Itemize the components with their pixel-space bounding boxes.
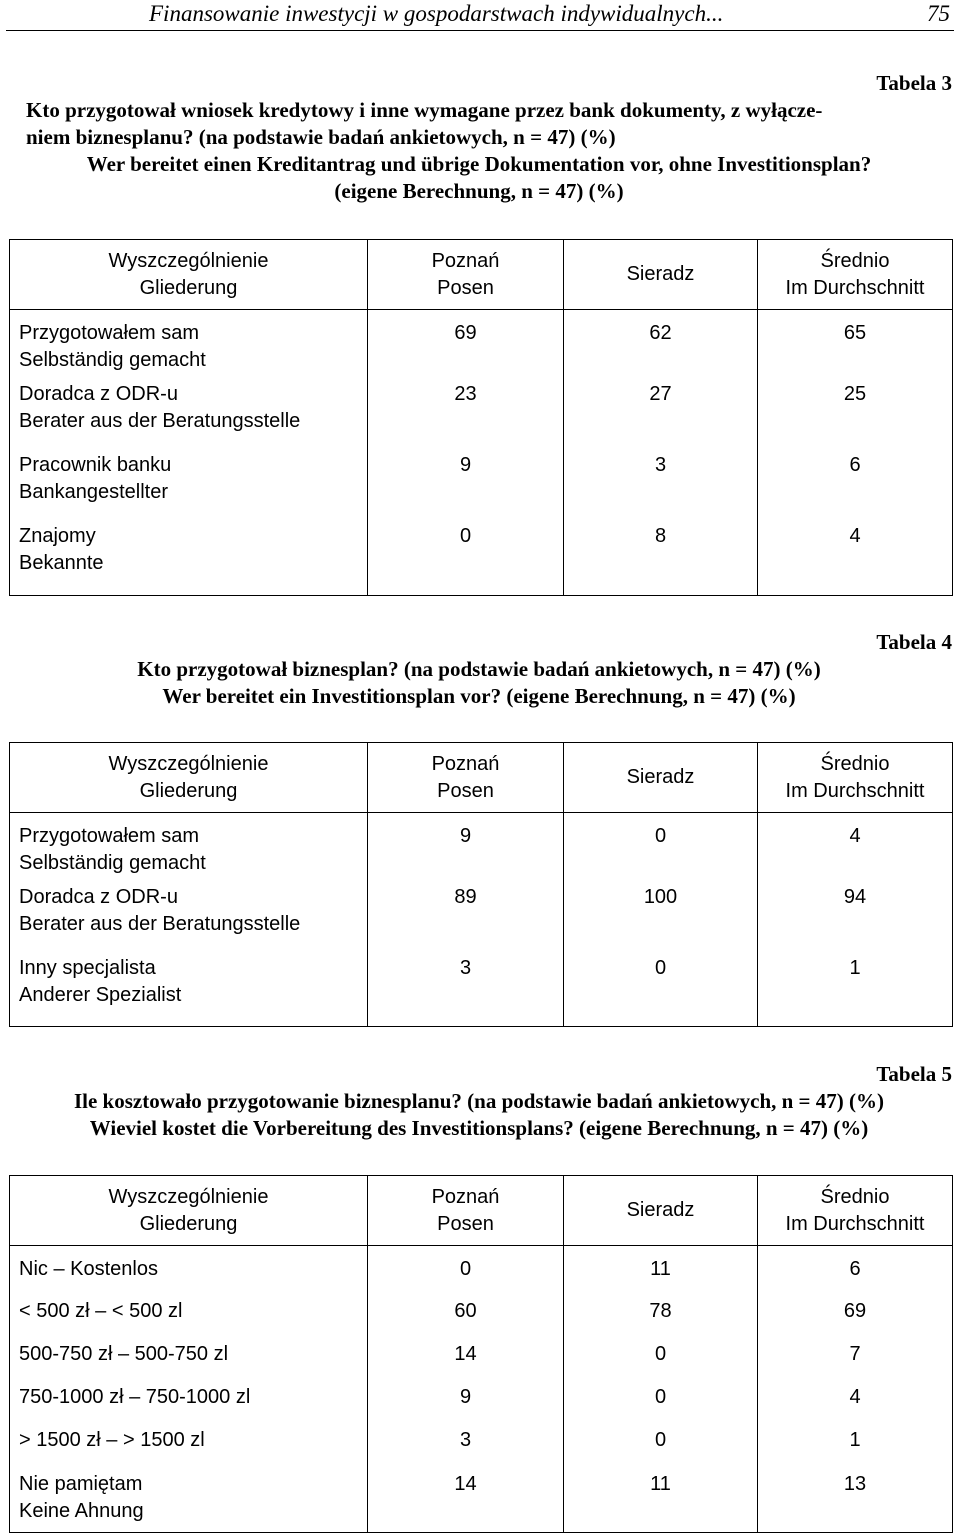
table3-caption-line: Kto przygotował wniosek kredytowy i inne wymagane przez bank dokumenty, z wyłącze- (26, 98, 823, 122)
table4-label: Tabela 4 (876, 630, 952, 654)
header-text: Poznań (431, 1185, 500, 1208)
row-label (10, 813, 368, 884)
cell-poznan: 9 (368, 813, 564, 884)
header-cell-poznan (368, 1176, 564, 1246)
cell-poznan: 23 (368, 381, 564, 452)
header-text: Gliederung (139, 1212, 238, 1235)
cell-average: 13 (758, 1471, 953, 1533)
row-label: Nic – Kostenlos (10, 1246, 368, 1298)
row-label-de: Anderer Spezialist (19, 983, 182, 1006)
header-cell-poznan (368, 240, 564, 310)
cell-sieradz: 0 (564, 1341, 758, 1384)
table-row (10, 381, 953, 452)
cell-poznan: 0 (368, 523, 564, 596)
cell-sieradz: 27 (564, 381, 758, 452)
cell-average: 69 (758, 1298, 953, 1341)
cell-poznan: 9 (368, 452, 564, 523)
table3-caption-line: Wer bereitet einen Kreditantrag und übrige Dokumentation vor, ohne Investitionsplan? (86, 152, 872, 176)
header-text: Im Durchschnitt (785, 1212, 925, 1235)
header-cell-average (758, 1176, 953, 1246)
cell-sieradz: 0 (564, 1427, 758, 1471)
cell-average: 1 (758, 1427, 953, 1471)
header-text: Posen (437, 779, 494, 802)
table-header-row (10, 743, 953, 813)
header-text: Gliederung (139, 779, 238, 802)
header-text: Sieradz (626, 766, 695, 788)
row-label (10, 955, 368, 1027)
row-label-pl: Nie pamiętam (19, 1472, 143, 1495)
cell-average: 1 (758, 955, 953, 1027)
header-cell-sieradz (564, 240, 758, 310)
cell-average: 6 (758, 452, 953, 523)
row-label (10, 1471, 368, 1533)
table-row (10, 1384, 953, 1427)
header-cell-average (758, 240, 953, 310)
row-label-de: Berater aus der Beratungsstelle (19, 912, 301, 935)
cell-poznan: 9 (368, 1384, 564, 1427)
row-label (10, 884, 368, 955)
cell-sieradz: 78 (564, 1298, 758, 1341)
cell-sieradz: 0 (564, 1384, 758, 1427)
table3-caption-line: niem biznesplanu? (na podstawie badań ankietowych, n = 47) (%) (26, 125, 616, 149)
cell-poznan: 14 (368, 1471, 564, 1533)
row-label: 750-1000 zł – 750-1000 zl (10, 1384, 368, 1427)
cell-poznan: 69 (368, 310, 564, 381)
row-label-de: Selbständig gemacht (19, 852, 206, 874)
header-text: Posen (437, 276, 494, 299)
cell-poznan: 14 (368, 1341, 564, 1384)
row-label: < 500 zł – < 500 zl (10, 1298, 368, 1341)
row-label (10, 310, 368, 381)
row-label-pl: Doradca z ODR-u (19, 885, 178, 908)
row-label-de: Bankangestellter (19, 480, 168, 503)
row-label (10, 523, 368, 596)
table5-caption-line: Wieviel kostet die Vorbereitung des Investitionsplans? (eigene Berechnung, n = 47) (%) (89, 1116, 869, 1140)
cell-poznan: 0 (368, 1246, 564, 1298)
table3-label: Tabela 3 (876, 71, 952, 95)
header-text: Wyszczególnienie (108, 752, 269, 775)
cell-average: 4 (758, 523, 953, 596)
table-row (10, 1298, 953, 1341)
table-row (10, 452, 953, 523)
header-cell-gliederung (10, 240, 368, 310)
table4-caption-line: Kto przygotował biznesplan? (na podstawie badań ankietowych, n = 47) (%) (137, 657, 821, 681)
cell-average: 7 (758, 1341, 953, 1384)
table-row (10, 813, 953, 884)
table-row (10, 1471, 953, 1533)
header-text: Wyszczególnienie (108, 1185, 269, 1208)
cell-average: 25 (758, 381, 953, 452)
row-label-pl: Inny specjalista (19, 956, 156, 979)
header-text: Średnio (820, 1185, 890, 1208)
header-cell-average (758, 743, 953, 813)
cell-sieradz: 11 (564, 1471, 758, 1533)
table5-caption (6, 1061, 952, 1142)
table-header-row (10, 240, 953, 310)
row-label: > 1500 zł – > 1500 zl (10, 1427, 368, 1471)
header-cell-gliederung (10, 1176, 368, 1246)
header-text: Im Durchschnitt (785, 779, 925, 802)
row-label-pl: Pracownik banku (19, 453, 172, 476)
header-text: Poznań (431, 752, 500, 775)
header-text: Średnio (820, 249, 890, 272)
header-text: Im Durchschnitt (785, 276, 925, 299)
table-row (10, 1427, 953, 1471)
header-text: Średnio (820, 752, 890, 775)
cell-average: 65 (758, 310, 953, 381)
page-number: 75 (927, 1, 950, 26)
table-row (10, 310, 953, 381)
cell-sieradz: 0 (564, 813, 758, 884)
header-text: Posen (437, 1212, 494, 1235)
cell-sieradz: 100 (564, 884, 758, 955)
row-label: 500-750 zł – 500-750 zl (10, 1341, 368, 1384)
cell-average: 94 (758, 884, 953, 955)
table5-label: Tabela 5 (876, 1062, 952, 1086)
table-row (10, 884, 953, 955)
table-row (10, 1341, 953, 1384)
table4-caption (6, 629, 952, 710)
row-label-de: Berater aus der Beratungsstelle (19, 409, 301, 432)
cell-average: 4 (758, 1384, 953, 1427)
row-label-pl: Przygotowałem sam (19, 322, 200, 344)
cell-poznan: 3 (368, 955, 564, 1027)
table5-caption-line: Ile kosztowało przygotowanie biznesplanu? (na podstawie badań ankietowych, n = 47) (%) (73, 1089, 885, 1113)
cell-sieradz: 62 (564, 310, 758, 381)
table4 (9, 742, 953, 1027)
cell-sieradz: 3 (564, 452, 758, 523)
cell-poznan: 89 (368, 884, 564, 955)
cell-poznan: 60 (368, 1298, 564, 1341)
cell-poznan: 3 (368, 1427, 564, 1471)
table3 (9, 239, 953, 596)
row-label-pl: Znajomy (19, 524, 96, 547)
table5 (9, 1175, 953, 1533)
table-header-row (10, 1176, 953, 1246)
row-label-de: Selbständig gemacht (19, 349, 206, 371)
table-row (10, 955, 953, 1027)
header-cell-sieradz (564, 1176, 758, 1246)
header-cell-poznan (368, 743, 564, 813)
cell-sieradz: 0 (564, 955, 758, 1027)
row-label-pl: Przygotowałem sam (19, 825, 200, 847)
table-row (10, 1246, 953, 1298)
running-header (6, 0, 954, 31)
header-text: Sieradz (626, 263, 695, 285)
table-row (10, 523, 953, 596)
table3-caption (6, 70, 952, 205)
header-cell-sieradz (564, 743, 758, 813)
cell-average: 6 (758, 1246, 953, 1298)
cell-average: 4 (758, 813, 953, 884)
table4-caption-line: Wer bereitet ein Investitionsplan vor? (eigene Berechnung, n = 47) (%) (162, 684, 796, 708)
row-label-pl: Doradca z ODR-u (19, 382, 178, 405)
row-label (10, 452, 368, 523)
header-cell-gliederung (10, 743, 368, 813)
header-text: Wyszczególnienie (108, 249, 269, 272)
table3-caption-line: (eigene Berechnung, n = 47) (%) (334, 179, 624, 203)
header-text: Gliederung (139, 276, 238, 299)
cell-sieradz: 8 (564, 523, 758, 596)
row-label (10, 381, 368, 452)
header-text: Poznań (431, 249, 500, 272)
header-text: Sieradz (626, 1199, 695, 1221)
row-label-de: Bekannte (19, 551, 104, 574)
row-label-de: Keine Ahnung (19, 1499, 144, 1522)
cell-sieradz: 11 (564, 1246, 758, 1298)
running-title: Finansowanie inwestycji w gospodarstwach indywidualnych... (149, 1, 724, 26)
